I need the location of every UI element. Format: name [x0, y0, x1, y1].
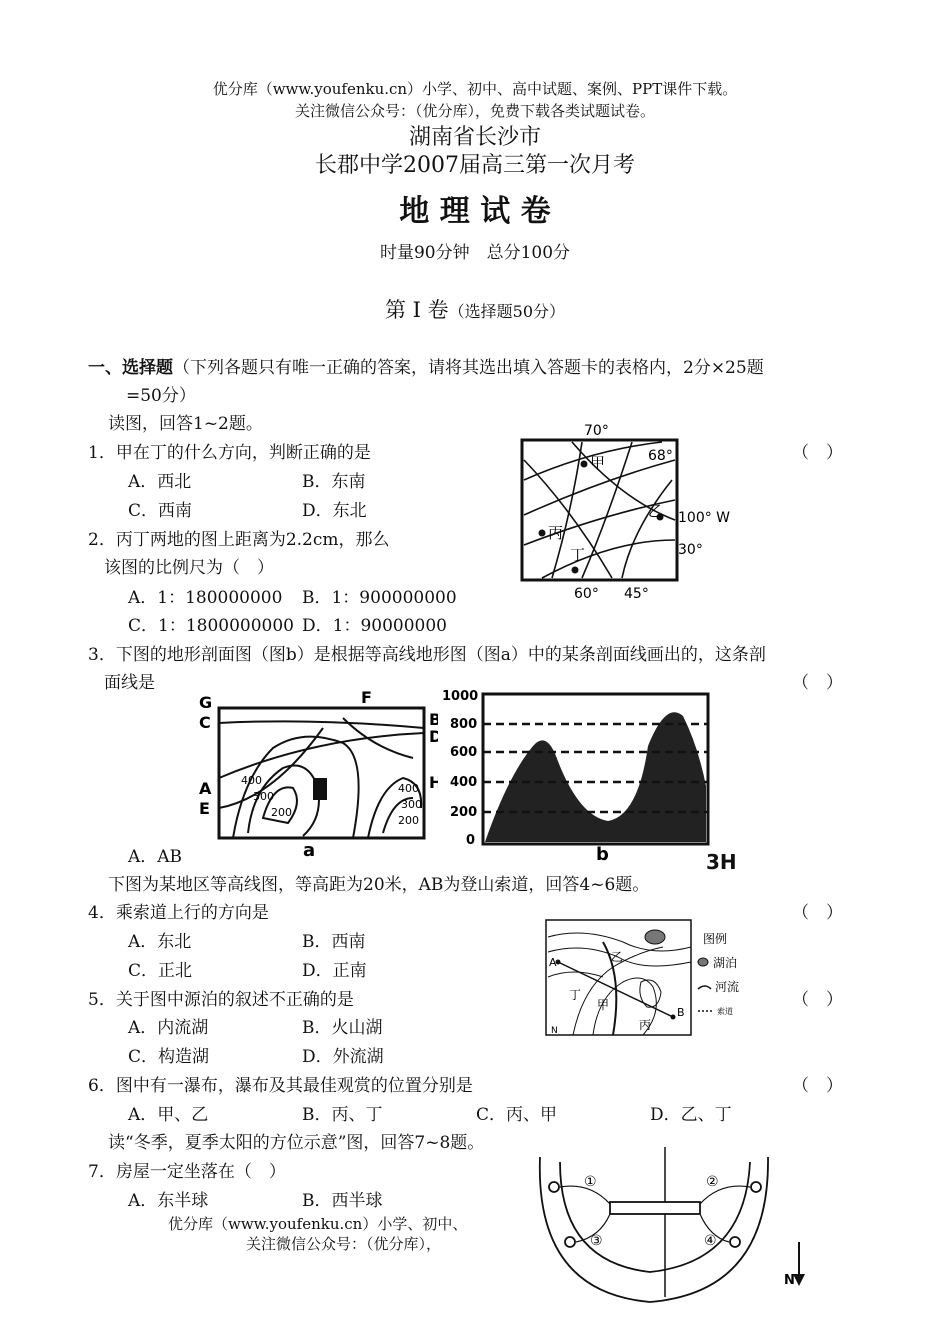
fig-a-contour-400-right: 400: [398, 782, 419, 795]
fig-a-label-a: A: [199, 779, 212, 798]
q1-2-graticule-map: [512, 420, 752, 605]
fig-a-label-c: C: [199, 713, 211, 732]
label-lat-68: 68°: [648, 448, 673, 464]
q3-profile-b: [438, 686, 738, 861]
fig-b-tick-800: 800: [450, 717, 478, 732]
q5-option-b[interactable]: B．火山湖: [302, 1018, 383, 1038]
fig-b-tick-1000: 1000: [442, 689, 479, 704]
fig-a-label-e: E: [199, 799, 210, 818]
label-jia: 甲: [590, 454, 606, 472]
q2-stem-1: 2．丙丁两地的图上距离为2.2cm，那么: [88, 530, 390, 550]
sun-1-icon: [549, 1182, 559, 1192]
q3-option-a[interactable]: A．AB: [128, 847, 183, 867]
fig-a-building: [313, 778, 327, 800]
point-bing: [539, 530, 546, 537]
section-heading: 一、选择题: [88, 358, 173, 378]
q6-stem: 6．图中有一瀑布，瀑布及其最佳观赏的位置分别是: [88, 1076, 473, 1096]
fig-a-caption: a: [303, 840, 316, 858]
map2-legend-title: 图例: [703, 932, 728, 946]
title-exam: 长郡中学2007届高三第一次月考: [315, 153, 635, 178]
map2-contours: [548, 933, 691, 1035]
point-ding: [572, 567, 579, 574]
q4-option-d[interactable]: D．正南: [302, 961, 367, 981]
legend-river-icon: [698, 986, 711, 989]
sun-2-icon: [751, 1182, 761, 1192]
part-sub: （选择题50分）: [448, 302, 566, 321]
map2-label-b: B: [677, 1006, 685, 1019]
page-title: 地 理 试 卷: [399, 194, 551, 229]
label-yi: 乙: [648, 502, 664, 520]
map2-legend-lake: 湖泊: [713, 956, 738, 970]
q7-option-b[interactable]: B．西半球: [302, 1191, 383, 1211]
q1-option-c[interactable]: C．西南: [128, 501, 193, 521]
sun-path-outer: [540, 1157, 768, 1302]
part-heading: [0, 294, 950, 324]
map2-legend-river: 河流: [715, 980, 740, 994]
sun-position-diagram: [510, 1142, 810, 1310]
q5-option-c[interactable]: C．构造湖: [128, 1047, 210, 1067]
label-lat-70: 70°: [584, 423, 609, 439]
q4-option-c[interactable]: C．正北: [128, 961, 193, 981]
fig-a-contour-200-right: 200: [398, 814, 419, 827]
label-ding: 丁: [570, 546, 586, 564]
q1-option-d[interactable]: D．东北: [302, 501, 367, 521]
fig-a-label-b: B: [429, 710, 442, 729]
q3-stem-1: 3．下图的地形剖面图（图b）是根据等高线地形图（图a）中的某条剖面线画出的，这条剖: [88, 645, 766, 665]
label-lon-100w: 100° W: [678, 510, 731, 526]
q2-stem-2: 该图的比例尺为（ ）: [104, 558, 274, 578]
map2-label-a: A: [549, 956, 557, 969]
q4-stem: 4．乘索道上行的方向是: [88, 903, 269, 923]
map2-frame: [546, 920, 691, 1035]
north-label: N: [784, 1273, 795, 1288]
q3-stem-2: 面线是: [104, 673, 155, 693]
q4-answer-bracket[interactable]: （ ）: [792, 903, 843, 923]
label-lat-30: 30°: [678, 542, 703, 558]
q1-answer-bracket[interactable]: （ ）: [792, 443, 843, 463]
q4-option-a[interactable]: A．东北: [128, 932, 192, 952]
fig-a-label-f: F: [361, 688, 372, 707]
header-line-2: 关注微信公众号：（优分库），免费下载各类试题试卷。: [294, 102, 655, 120]
fig-a-contour-300-left: 300: [253, 790, 274, 803]
corner-mark: 3H: [706, 850, 737, 874]
map2-legend-cable: 索道: [717, 1007, 733, 1016]
map2-label-jia: 甲: [597, 998, 610, 1012]
q2-option-d[interactable]: D．1：90000000: [302, 616, 447, 636]
fig-a-label-d: D: [429, 727, 443, 746]
q6-answer-bracket[interactable]: （ ）: [792, 1076, 843, 1096]
q2-option-b[interactable]: B．1：900000000: [302, 588, 457, 608]
q1-2-lead: 读图，回答1~2题。: [108, 414, 263, 434]
sun-3-icon: [565, 1237, 575, 1247]
q7-8-lead: 读“冬季，夏季太阳的方位示意”图，回答7~8题。: [108, 1133, 485, 1153]
label-bing: 丙: [548, 524, 564, 542]
fig-b-terrain: [485, 712, 706, 842]
map2-north: N: [551, 1026, 558, 1036]
q4-option-b[interactable]: B．西南: [302, 932, 366, 952]
label-lon-45: 45°: [624, 586, 649, 602]
q1-option-b[interactable]: B．东南: [302, 472, 366, 492]
fig-b-tick-0: 0: [466, 833, 476, 848]
q5-answer-bracket[interactable]: （ ）: [792, 990, 843, 1010]
q3-answer-bracket[interactable]: （ ）: [792, 673, 843, 693]
q5-stem: 5．关于图中源泊的叙述不正确的是: [88, 990, 354, 1010]
sun-label-3: ③: [590, 1233, 603, 1249]
title-province: 湖南省长沙市: [408, 125, 541, 150]
fig-a-contour-400-left: 400: [241, 774, 262, 787]
q3-contour-map-a: [193, 688, 443, 858]
q2-option-c[interactable]: C．1：1800000000: [128, 616, 294, 636]
footer-line-1: 优分库（www.youfenku.cn）小学、初中、: [168, 1215, 468, 1233]
fig-b-tick-600: 600: [450, 745, 478, 760]
q1-stem: 1．甲在丁的什么方向，判断正确的是: [88, 443, 371, 463]
map2-lake: [645, 930, 665, 944]
map2-point-b: [671, 1015, 676, 1020]
q5-option-a[interactable]: A．内流湖: [128, 1018, 209, 1038]
fig-a-label-g: G: [199, 693, 213, 712]
q4-6-contour-map: [543, 917, 758, 1042]
section-instr-2: =50分）: [126, 386, 196, 406]
fig-a-label-h: H: [429, 773, 443, 792]
map2-label-yi: 乙: [611, 950, 624, 964]
q6-option-b[interactable]: B．丙、丁: [302, 1105, 383, 1125]
fig-b-tick-200: 200: [450, 805, 478, 820]
q7-option-a[interactable]: A．东半球: [128, 1191, 209, 1211]
q5-option-d[interactable]: D．外流湖: [302, 1047, 384, 1067]
sun-4-icon: [730, 1237, 740, 1247]
section-instruction: [88, 353, 764, 378]
part-main: 第 I 卷: [384, 298, 449, 322]
sun-label-1: ①: [584, 1174, 597, 1190]
q7-stem: 7．房屋一定坐落在（ ）: [88, 1162, 286, 1182]
q6-option-a[interactable]: A．甲、乙: [128, 1105, 209, 1125]
q6-option-d[interactable]: D．乙、丁: [650, 1105, 732, 1125]
header-line-1: 优分库（www.youfenku.cn）小学、初中、高中试题、案例、PPT课件下载。: [212, 80, 738, 98]
exam-meta: 时量90分钟 总分100分: [379, 243, 571, 263]
q1-option-a[interactable]: A．西北: [128, 472, 192, 492]
label-lon-60: 60°: [574, 586, 599, 602]
map2-label-bing: 丙: [639, 1018, 652, 1032]
house-rect: [610, 1202, 700, 1214]
sun-label-2: ②: [706, 1174, 719, 1190]
sun-label-4: ④: [704, 1233, 717, 1249]
fig-b-caption: b: [596, 844, 609, 861]
q4-6-lead: 下图为某地区等高线图，等高距为20米，AB为登山索道，回答4~6题。: [108, 875, 650, 895]
legend-lake-icon: [698, 958, 708, 966]
q2-option-a[interactable]: A．1：180000000: [128, 588, 283, 608]
fig-b-tick-400: 400: [450, 775, 478, 790]
fig-a-contour-300-right: 300: [401, 798, 422, 811]
map2-label-ding: 丁: [569, 988, 582, 1002]
section-instr-1: （下列各题只有唯一正确的答案，请将其选出填入答题卡的表格内，2分×25题: [173, 358, 764, 378]
fig-a-contour-200-left: 200: [271, 806, 292, 819]
footer-line-2: 关注微信公众号：（优分库），: [246, 1235, 442, 1253]
point-jia: [581, 461, 588, 468]
q6-option-c[interactable]: C．丙、甲: [476, 1105, 558, 1125]
